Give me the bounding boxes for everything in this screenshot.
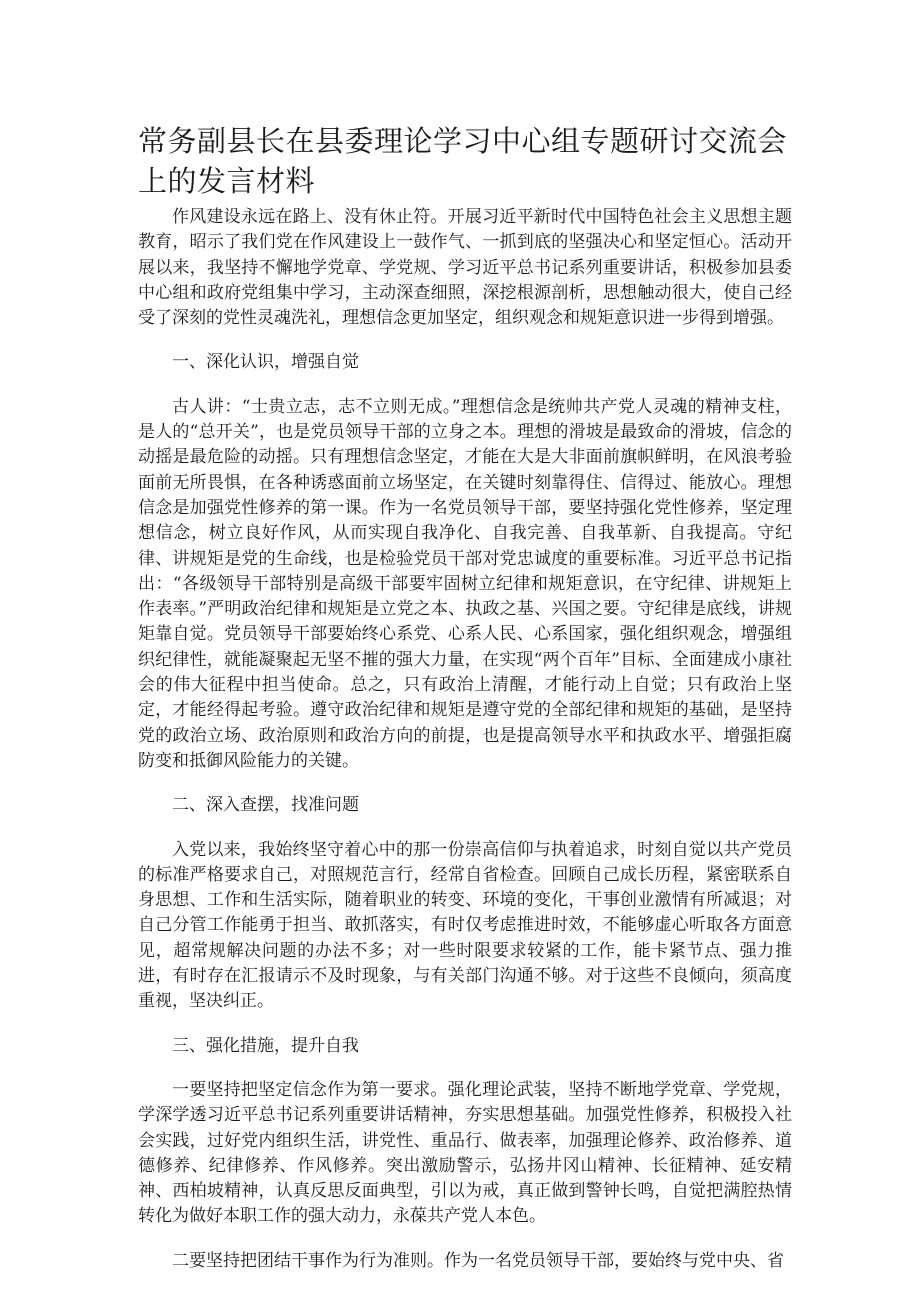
section-1-heading: 一、深化认识，增强自觉	[172, 352, 359, 373]
section-2-heading: 二、深入查摆，找准问题	[172, 795, 359, 816]
intro-paragraph: 作风建设永远在路上、没有休止符。开展习近平新时代中国特色社会主义思想主题教育，昭示了我们党在作风建设上一鼓作气、一抓到底的坚强决心和坚定恒心。活动开展以来，我坚持不懈地学党章、学党规、学习近平总书记系列重要讲话，积极参加县委中心组和政府党组集中学习，主动深查细照，深挖根源剖析，思想触动很大，使自己经受了深刻的党性灵魂洗礼，理想信念更加坚定，组织观念和规矩意识进一步得到增强。	[138, 207, 792, 329]
section-3-heading: 三、强化措施，提升自我	[172, 1035, 359, 1056]
section-2-paragraph: 入党以来，我始终坚守着心中的那一份崇高信仰与执着追求，时刻自觉以共产党员的标准严格要求自己，对照规范言行，经常自省检查。回顾自己成长历程，紧密联系自身思想、工作和生活实际，随着职业的转变、环境的变化，干事创业激情有所减退；对自己分管工作能勇于担当、敢抓落实，有时仅考虑推进时效，不能够虚心听取各方面意见，超常规解决问题的办法不多；对一些时限要求较紧的工作，能卡紧节点、强力推进，有时存在汇报请示不及时现象，与有关部门沟通不够。对于这些不良倾向，须高度重视，坚决纠正。	[138, 839, 792, 1012]
document-title: 常务副县长在县委理论学习中心组专题研讨交流会上的发言材料	[138, 124, 788, 198]
section-3-paragraph-1: 一要坚持把坚定信念作为第一要求。强化理论武装，坚持不断地学党章、学党规，学深学透习近平总书记系列重要讲话精神，夯实思想基础。加强党性修养，积极投入社会实践，过好党内组织生活，讲党性、重品行、做表率，加强理论修养、政治修养、道德修养、纪律修养、作风修养。突出激励警示，弘扬井冈山精神、长征精神、延安精神、西柏坡精神，认真反思反面典型，引以为戒，真正做到警钟长鸣，自觉把满腔热情转化为做好本职工作的强大动力，永葆共产党人本色。	[138, 1079, 792, 1227]
section-1-paragraph: 古人讲：“士贵立志，志不立则无成。”理想信念是统帅共产党人灵魂的精神支柱，是人的“总开关”，也是党员领导干部的立身之本。理想的滑坡是最致命的滑坡，信念的动摇是最危险的动摇。只有理想信念坚定，才能在大是大非面前旗帜鲜明，在风浪考验面前无所畏惧，在各种诱惑面前立场坚定，在关键时刻靠得住、信得过、能放心。理想信念是加强党性修养的第一课。作为一名党员领导干部，要坚持强化党性修养，坚定理想信念，树立良好作风，从而实现自我净化、自我完善、自我革新、自我提高。守纪律、讲规矩是党的生命线，也是检验党员干部对党忠诚度的重要标准。习近平总书记指出：“各级领导干部特别是高级干部要牢固树立纪律和规矩意识，在守纪律、讲规矩上作表率。”严明政治纪律和规矩是立党之本、执政之基、兴国之要。守纪律是底线，讲规矩靠自觉。党员领导干部要始终心系党、心系人民、心系国家，强化组织观念，增强组织纪律性，就能凝聚起无坚不摧的强大力量，在实现“两个百年”目标、全面建成小康社会的伟大征程中担当使命。总之，只有政治上清醒，才能行动上自觉；只有政治上坚定，才能经得起考验。遵守政治纪律和规矩是遵守党的全部纪律和规矩的基础，是坚持党的政治立场、政治原则和政治方向的前提，也是提高领导水平和执政水平、增强拒腐防变和抵御风险能力的关键。	[138, 396, 792, 771]
document-body	[138, 121, 792, 1293]
section-3-paragraph-2: 二要坚持把团结干事作为行为准则。作为一名党员领导干部，要始终与党中央、省	[172, 1250, 784, 1271]
